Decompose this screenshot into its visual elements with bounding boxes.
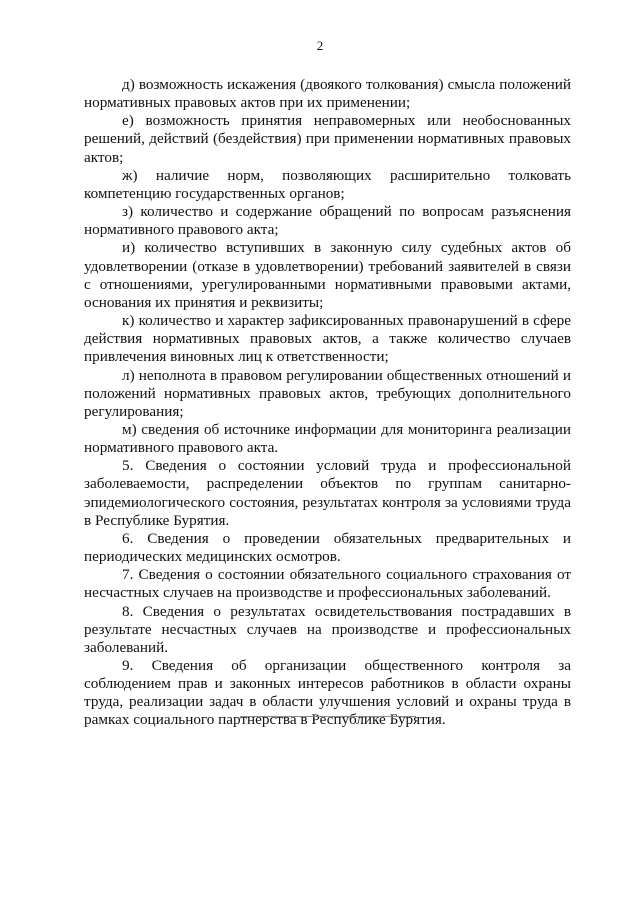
- paragraph-item-zh: ж) наличие норм, позволяющих расширительно толковать компетенцию государственных органов;: [84, 166, 571, 202]
- paragraph-item-l: л) неполнота в правовом регулировании общественных отношений и положений нормативных правовых актов, требующих дополнительного регулирования;: [84, 366, 571, 420]
- paragraph-section-9: 9. Сведения об организации общественного контроля за соблюдением прав и законных интересов работников в области охраны труда, реализации задач в области улучшения условий и охраны труда в рамках социального партнерства в Республике Бурятия.: [84, 657, 571, 729]
- paragraph-item-d: д) возможность искажения (двоякого толкования) смысла положений нормативных правовых актов при их применении;: [84, 76, 571, 112]
- paragraph-section-6: 6. Сведения о проведении обязательных предварительных и периодических медицинских осмотров.: [84, 529, 571, 566]
- paragraph-item-e: е) возможность принятия неправомерных или необоснованных решений, действий (бездействия) при применении нормативных правовых актов;: [84, 112, 571, 166]
- paragraph-section-7: 7. Сведения о состоянии обязательного социального страхования от несчастных случаев на производстве и профессиональных заболеваний.: [84, 566, 571, 602]
- paragraph-item-m: м) сведения об источнике информации для мониторинга реализации нормативного правового акта.: [84, 420, 571, 457]
- paragraph-item-k: к) количество и характер зафиксированных правонарушений в сфере действия нормативных правовых актов, а также количество случаев привлечения виновных лиц к ответственности;: [84, 312, 571, 366]
- paragraph-section-8: 8. Сведения о результатах освидетельствования пострадавших в результате несчастных случаев на производстве и профессиональных заболеваний.: [84, 602, 571, 656]
- page-number: 2: [316, 38, 324, 53]
- document-body: [84, 76, 571, 730]
- paragraph-item-z: з) количество и содержание обращений по вопросам разъяснения нормативного правового акта;: [84, 203, 571, 239]
- end-of-document-rule: [240, 716, 416, 717]
- paragraph-section-5: 5. Сведения о состоянии условий труда и профессиональной заболеваемости, распределении объектов по группам санитарно-эпидемиологического состояния, результатах контроля за условиями труда в Республике Бурятия.: [84, 457, 571, 529]
- paragraph-item-i: и) количество вступивших в законную силу судебных актов об удовлетворении (отказе в удовлетворении) требований заявителей в связи с отношениями, урегулированными нормативными правовыми актами, основания их принятия и реквизиты;: [84, 239, 571, 311]
